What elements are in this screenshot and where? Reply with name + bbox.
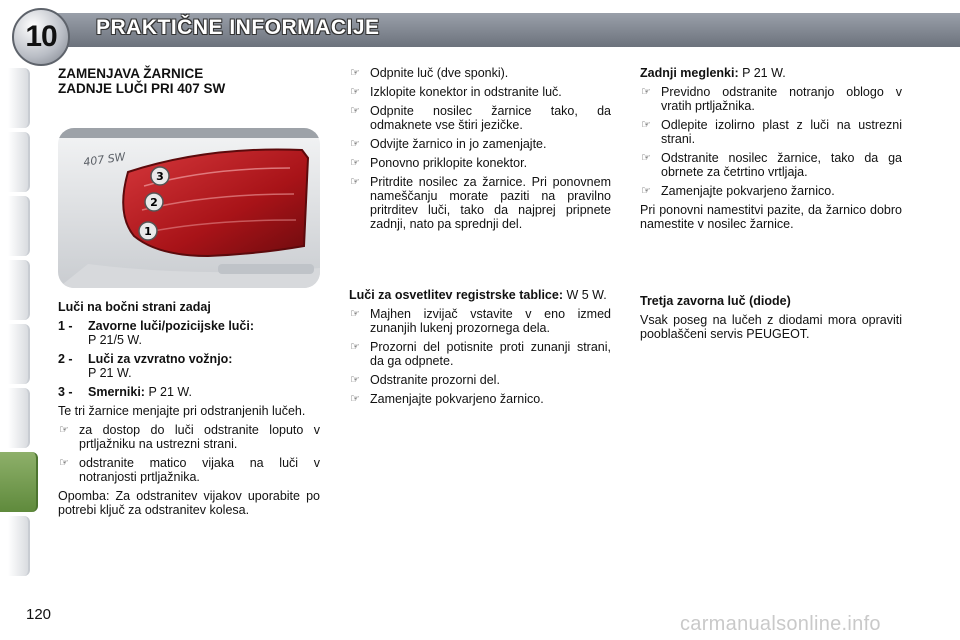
item-value: P 21/5 W. bbox=[88, 333, 142, 347]
sidebar-tab[interactable] bbox=[8, 260, 30, 320]
section-title bbox=[640, 66, 902, 80]
list-item bbox=[58, 319, 320, 347]
note: Opomba: Za odstranitev vijakov uporabite po potrebi ključ za odstranitev kolesa. bbox=[58, 489, 320, 517]
hand-pointer-icon: ☞ bbox=[350, 308, 360, 320]
column-middle bbox=[349, 66, 611, 411]
bullet-text: Previdno odstranite notranjo oblogo v vratih prtljažnika. bbox=[661, 85, 902, 113]
list-item bbox=[640, 184, 902, 198]
bullet-text: Pritrdite nosilec za žarnice. Pri ponovnem nameščanju morate paziti na pravilno pritrditev luči, tako da najprej pripnete zadnji, nato pa sprednji del. bbox=[370, 175, 611, 231]
list-item bbox=[349, 66, 611, 80]
list-item bbox=[58, 423, 320, 451]
list-item bbox=[58, 456, 320, 484]
bullet-text: Prozorni del potisnite proti zunanji strani, da ga odpnete. bbox=[370, 340, 611, 368]
bullet-text: Odvijte žarnico in jo zamenjajte. bbox=[370, 137, 547, 151]
bullet-text: Odstranite nosilec žarnice, tako da ga obrnete za četrtino vrtljaja. bbox=[661, 151, 902, 179]
sidebar-tab[interactable] bbox=[8, 68, 30, 128]
list-item bbox=[58, 385, 320, 399]
list-item bbox=[349, 104, 611, 132]
svg-text:3: 3 bbox=[156, 170, 164, 183]
hand-pointer-icon: ☞ bbox=[641, 185, 651, 197]
item-value: P 21 W. bbox=[88, 366, 132, 380]
hand-pointer-icon: ☞ bbox=[641, 86, 651, 98]
list-item bbox=[349, 307, 611, 335]
item-value: P 21 W. bbox=[148, 385, 192, 399]
hand-pointer-icon: ☞ bbox=[350, 157, 360, 169]
sidebar-tab[interactable] bbox=[8, 388, 30, 448]
section-value: W 5 W. bbox=[566, 288, 607, 302]
bullet-text: Odpnite nosilec žarnice tako, da odmaknete vse štiri jezičke. bbox=[370, 104, 611, 132]
hand-pointer-icon: ☞ bbox=[350, 176, 360, 188]
bullet-text: za dostop do luči odstranite loputo v prtljažniku na ustrezni strani. bbox=[79, 423, 320, 451]
paragraph: Pri ponovni namestitvi pazite, da žarnico dobro namestite v nosilec žarnice. bbox=[640, 203, 902, 231]
marker-3 bbox=[151, 167, 169, 185]
section-value: P 21 W. bbox=[742, 66, 786, 80]
page-title: PRAKTIČNE INFORMACIJE bbox=[96, 16, 380, 39]
svg-text:1: 1 bbox=[144, 225, 152, 238]
bullet-text: Odpnite luč (dve sponki). bbox=[370, 66, 509, 80]
hand-pointer-icon: ☞ bbox=[350, 105, 360, 117]
list-item bbox=[349, 373, 611, 387]
sidebar-tab-active[interactable] bbox=[0, 452, 38, 512]
section-label: Luči za osvetlitev registrske tablice: bbox=[349, 288, 563, 302]
sidebar-tab[interactable] bbox=[8, 196, 30, 256]
bullet-text: Majhen izvijač vstavite v eno izmed zunanjih lukenj prozornega dela. bbox=[370, 307, 611, 335]
item-number: 3 - bbox=[58, 385, 73, 399]
section-title: Tretja zavorna luč (diode) bbox=[640, 294, 791, 308]
bullet-text: Zamenjajte pokvarjeno žarnico. bbox=[661, 184, 835, 198]
title-line-1: ZAMENJAVA ŽARNICE bbox=[58, 66, 204, 81]
sidebar-tab[interactable] bbox=[8, 132, 30, 192]
car-badge: 407 SW bbox=[82, 150, 127, 169]
list-item bbox=[58, 352, 320, 380]
bullet-text: odstranite matico vijaka na luči v notranjosti prtljažnika. bbox=[79, 456, 320, 484]
column-left bbox=[58, 66, 320, 522]
hand-pointer-icon: ☞ bbox=[641, 119, 651, 131]
bullet-text: Ponovno priklopite konektor. bbox=[370, 156, 528, 170]
page-header bbox=[0, 0, 960, 60]
item-number: 1 - bbox=[58, 319, 73, 333]
marker-2 bbox=[145, 193, 163, 211]
list-item bbox=[349, 392, 611, 406]
bullet-text: Odstranite prozorni del. bbox=[370, 373, 500, 387]
section-title bbox=[349, 288, 611, 302]
item-label: Luči za vzvratno vožnjo: bbox=[88, 352, 233, 366]
list-item bbox=[349, 156, 611, 170]
hand-pointer-icon: ☞ bbox=[641, 152, 651, 164]
item-label: Smerniki: bbox=[88, 385, 145, 399]
hand-pointer-icon: ☞ bbox=[350, 86, 360, 98]
subtitle: Luči na bočni strani zadaj bbox=[58, 300, 211, 314]
watermark: carmanualsonline.info bbox=[680, 613, 881, 635]
list-item bbox=[640, 118, 902, 146]
tail-light-illustration bbox=[58, 128, 320, 288]
hand-pointer-icon: ☞ bbox=[59, 457, 69, 469]
hand-pointer-icon: ☞ bbox=[59, 424, 69, 436]
chapter-badge bbox=[12, 8, 70, 66]
sidebar-tab[interactable] bbox=[8, 324, 30, 384]
bullet-text: Zamenjajte pokvarjeno žarnico. bbox=[370, 392, 544, 406]
tail-light-photo bbox=[58, 128, 320, 288]
bullet-text: Odlepite izolirno plast z luči na ustrezni strani. bbox=[661, 118, 902, 146]
sidebar-tab[interactable] bbox=[8, 516, 30, 576]
chapter-sidebar bbox=[0, 60, 32, 580]
hand-pointer-icon: ☞ bbox=[350, 393, 360, 405]
section-label: Zadnji meglenki: bbox=[640, 66, 739, 80]
paragraph: Vsak poseg na lučeh z diodami mora opraviti pooblaščeni servis PEUGEOT. bbox=[640, 313, 902, 341]
title-line-2: ZADNJE LUČI PRI 407 SW bbox=[58, 81, 226, 96]
page-number: 120 bbox=[26, 606, 52, 623]
list-item bbox=[349, 175, 611, 231]
column-right bbox=[640, 66, 902, 346]
hand-pointer-icon: ☞ bbox=[350, 67, 360, 79]
list-item bbox=[349, 340, 611, 368]
list-item bbox=[349, 85, 611, 99]
list-item bbox=[349, 137, 611, 151]
svg-text:2: 2 bbox=[150, 196, 158, 209]
marker-1 bbox=[139, 222, 157, 240]
paragraph: Te tri žarnice menjajte pri odstranjenih lučeh. bbox=[58, 404, 306, 418]
bullet-text: Izklopite konektor in odstranite luč. bbox=[370, 85, 562, 99]
hand-pointer-icon: ☞ bbox=[350, 374, 360, 386]
chapter-number: 10 bbox=[25, 20, 57, 53]
hand-pointer-icon: ☞ bbox=[350, 138, 360, 150]
list-item bbox=[640, 151, 902, 179]
item-number: 2 - bbox=[58, 352, 73, 366]
section-title bbox=[58, 66, 320, 96]
item-label: Zavorne luči/pozicijske luči: bbox=[88, 319, 255, 333]
list-item bbox=[640, 85, 902, 113]
hand-pointer-icon: ☞ bbox=[350, 341, 360, 353]
